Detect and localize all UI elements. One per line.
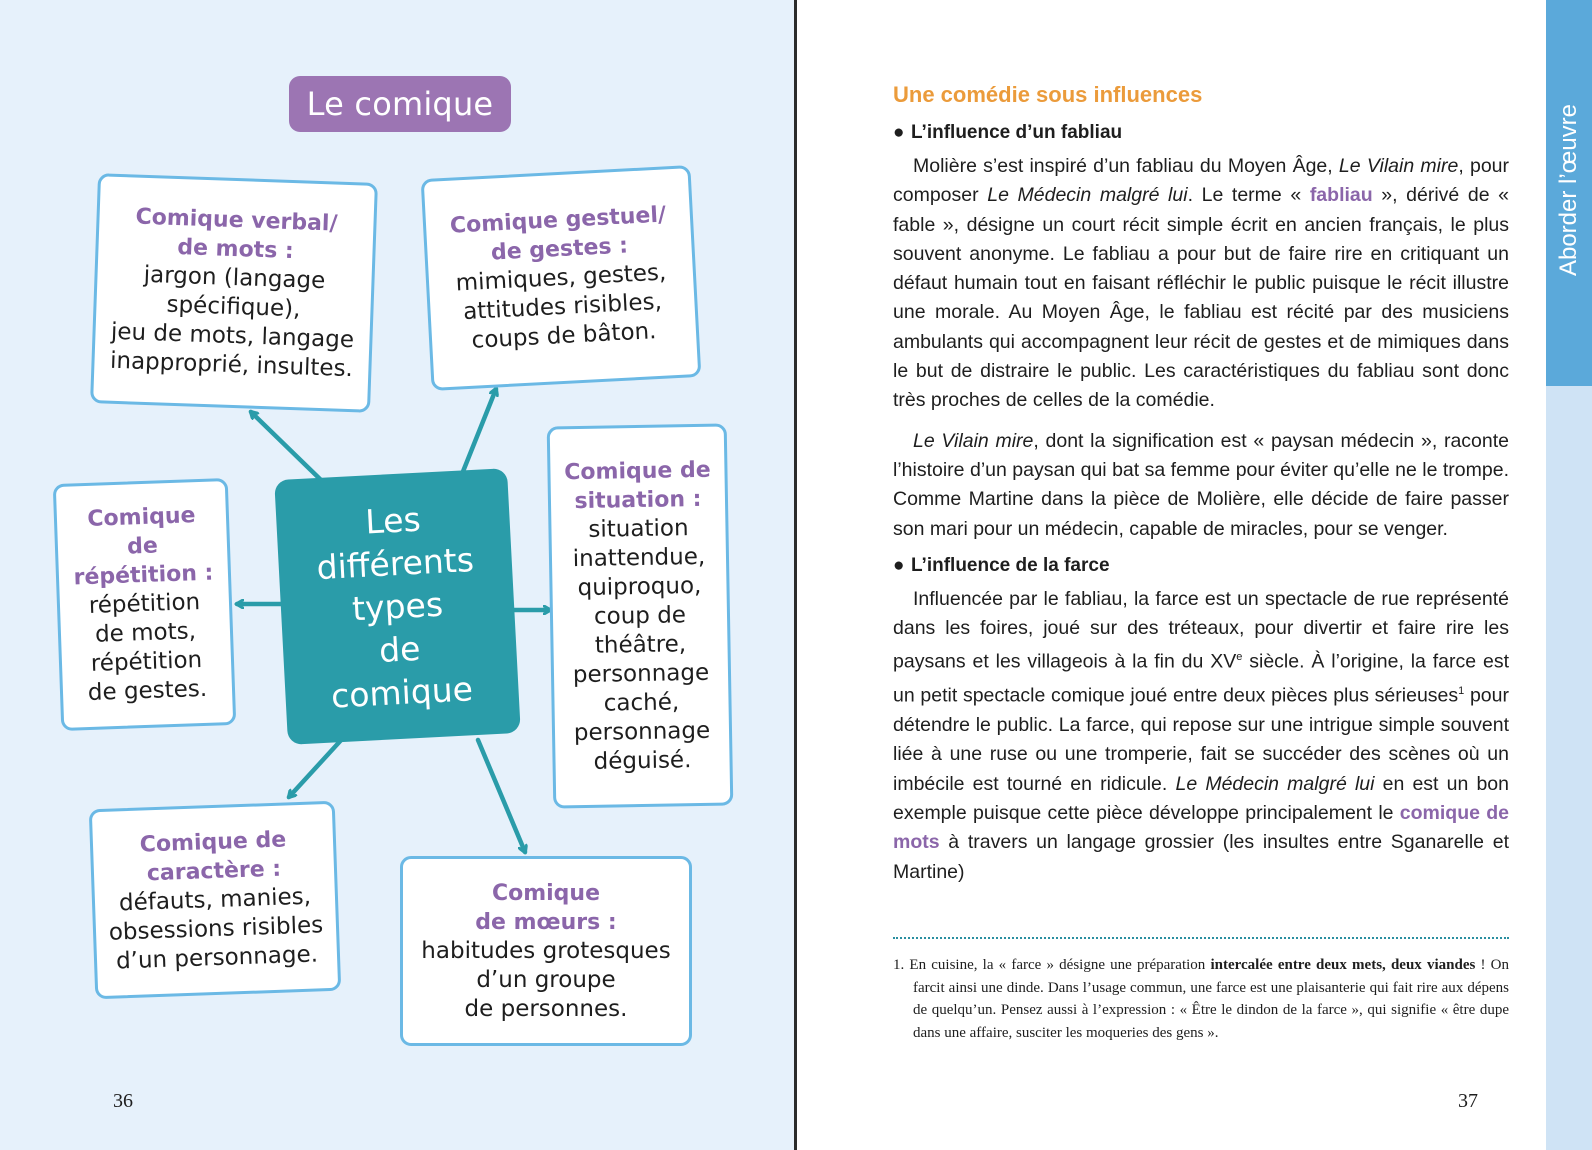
card-heading: Comique verbal/ de mots : bbox=[135, 204, 338, 265]
term-comique-de-mots: comique de mots bbox=[893, 801, 1510, 854]
side-tab-label: Aborder l’œuvre bbox=[1555, 103, 1582, 277]
bullet-icon: ● bbox=[893, 122, 905, 143]
bullet-icon: ● bbox=[893, 554, 905, 576]
footnote-divider bbox=[893, 937, 1509, 939]
card-heading: Comique de situation : bbox=[564, 457, 711, 514]
footnote-ref: 1 bbox=[1458, 685, 1465, 698]
arrow-to-moeurs bbox=[478, 740, 525, 852]
card-body: défauts, manies, obsessions risibles d’un personnage. bbox=[108, 883, 324, 974]
card-heading: Comique gestuel/ de gestes : bbox=[449, 201, 667, 266]
card-comique-repetition bbox=[53, 478, 237, 731]
card-comique-caractere bbox=[89, 801, 341, 999]
page-number-right: 37 bbox=[1458, 1090, 1478, 1112]
arrow-to-caractere bbox=[289, 738, 343, 797]
card-heading: Comique de mœurs : bbox=[475, 880, 617, 935]
card-body: situation inattendue, quiproquo, coup de théâtre, personnage caché, personnage déguisé. bbox=[572, 514, 711, 775]
footnote: 1. En cuisine, la « farce » désigne une préparation intercalée entre deux mets, deux viandes ! On farcit ainsi une dinde. Dans l’usage commun, une farce est une plaisanterie qui fait rire aux dépens de quelqu’un. Pensez aussi à l’expression : « Être le dindon de la farce », qui signifie « être dupe dans une affaire, susciter les moqueries des gens ». bbox=[893, 957, 1510, 1041]
card-comique-situation bbox=[547, 423, 734, 808]
page-gutter bbox=[794, 0, 797, 1150]
paragraph-farce: Influencée par le fabliau, la farce est un spectacle de rue représenté dans les foires, joué sur des tréteaux, pour divertir et faire rire les paysans et les villageois à la fin du XVe siècle. À l’origine, la farce est un petit spectacle comique joué entre deux pièces plus sérieuses$^1$ pour détendre le public. La farce, qui repose sur une intrigue simple souvent liée à une ruse ou une tromperie, fait se succéder des scènes où un imbécile est tourné en ridicule. Le Médecin malgré lui en est un bon exemple puisque cette pièce développe principalement le comique de mots à travers un langage grossier (les insultes entre Sganarelle et Martine) bbox=[893, 587, 1510, 883]
card-heading: Comique de répétition : bbox=[73, 503, 214, 591]
mindmap-center: Les différents types de comique bbox=[274, 468, 521, 745]
card-body: habitudes grotesques d’un groupe de personnes. bbox=[421, 937, 671, 1022]
arrow-to-verbal bbox=[251, 412, 322, 481]
paragraph-fabliau-1: Molière s’est inspiré d’un fabliau du Moyen Âge, Le Vilain mire, pour composer Le Médecin malgré lui. Le terme « fabliau », dérivé de « fable », désigne un court récit simple écrit en ancien français, le plus souvent anonyme. Le fabliau a pour but de faire rire en critiquant un défaut humain tout en faisant réfléchir le public puisque le récit illustre une morale. Au Moyen Âge, le fabliau est récité par des musiciens ambulants qui accompagnent leur récit de gestes et de mimiques dans le but de distraire le public. Les caractéristiques du fabliau sont donc très proches de celles de la comédie. bbox=[893, 155, 1509, 412]
mindmap-title: Le comique bbox=[289, 76, 511, 132]
card-comique-moeurs bbox=[400, 856, 692, 1046]
right-page-content bbox=[893, 82, 1509, 898]
arrow-to-gestuel bbox=[462, 389, 496, 474]
card-body: jargon (langage spécifique), jeu de mots, langage inapproprié, insultes. bbox=[109, 261, 355, 383]
term-fabliau: fabliau bbox=[1309, 184, 1373, 207]
card-comique-verbal bbox=[90, 173, 378, 413]
card-heading: Comique de caractère : bbox=[139, 826, 287, 886]
page-number-left: 36 bbox=[113, 1090, 133, 1112]
section-title: Une comédie sous influences bbox=[893, 82, 1203, 107]
bullet-heading-farce: ● L’influence de la farce bbox=[893, 554, 1110, 576]
card-comique-gestuel bbox=[421, 165, 702, 391]
paragraph-fabliau-2: Le Vilain mire, dont la signification est « paysan médecin », raconte l’histoire d’un paysan qui bat sa femme pour éviter qu’elle ne le trompe. Comme Martine dans la pièce de Molière, elle décide de faire passer son mari pour un médecin, capable de miracles, pour se venger. bbox=[893, 429, 1509, 540]
card-body: répétition de mots, répétition de gestes. bbox=[87, 589, 208, 707]
bullet-heading-fabliau: ● L’influence d’un fabliau bbox=[893, 122, 1123, 143]
card-body: mimiques, gestes, attitudes risibles, coups de bâton. bbox=[455, 259, 667, 354]
